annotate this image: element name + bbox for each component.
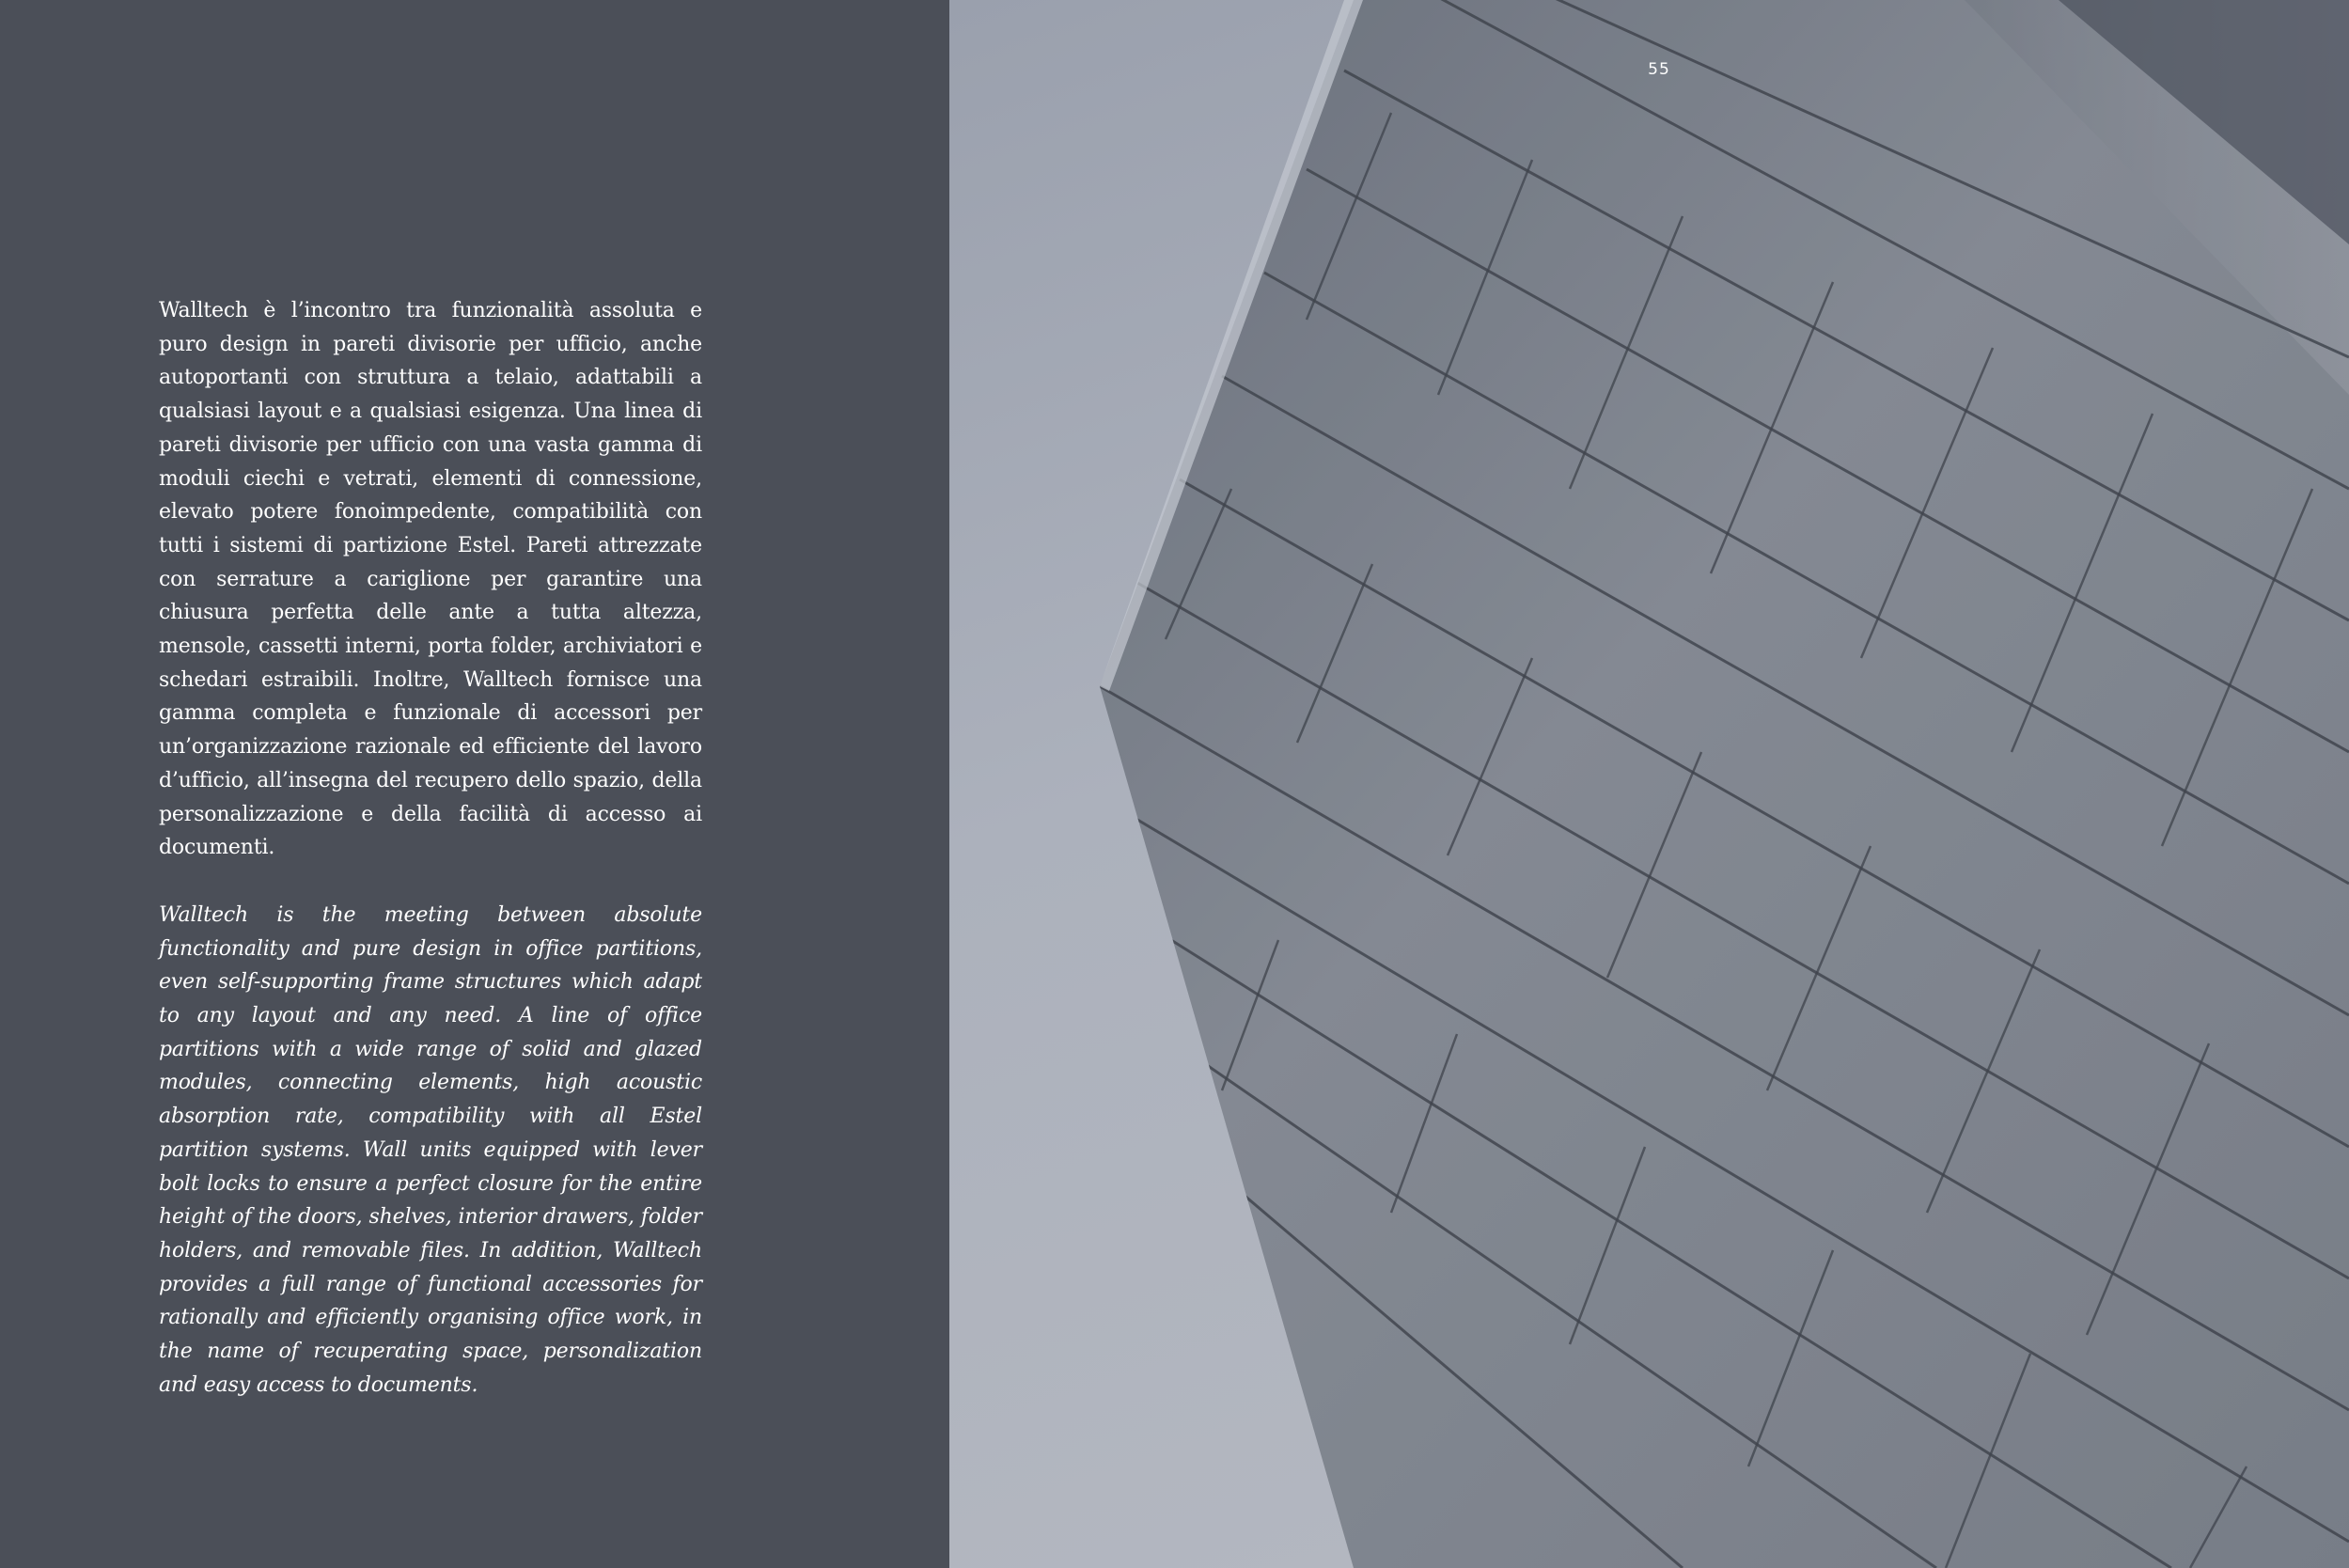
page-number: 55 [1648, 60, 1670, 79]
facade-photo-svg [949, 0, 2349, 1568]
text-panel [0, 0, 949, 1568]
text-column [159, 294, 702, 1403]
english-paragraph: Walltech is the meeting between absolute functionality and pure design in office partitions, even self-supporting frame structures which adapt to any layout and any need. A line of office partitions with a wide range of solid and glazed modules, connecting elements, high acoustic absorption rate, compatibility with all Estel partition systems. Wall units equipped with lever bolt locks to ensure a perfect closure for the entire height of the doors, shelves, interior drawers, folder holders, and removable files. In addition, Walltech provides a full range of functional accessories for rationally and efficiently organising office work, in the name of recuperating space, personalization and easy access to documents. [159, 902, 702, 1397]
italian-paragraph: Walltech è l’incontro tra funzionalità assoluta e puro design in pareti divisorie per ufficio, anche autoportanti con struttura a telaio, adattabili a qualsiasi layout e a qualsiasi esigenza. Una linea di pareti divisorie per ufficio con una vasta gamma di moduli ciechi e vetrati, elementi di connessione, elevato potere fonoimpedente, compatibilità con tutti i sistemi di partizione Estel. Pareti attrezzate con serrature a cariglione per garantire una chiusura perfetta delle ante a tutta altezza, mensole, cassetti interni, porta folder, archiviatori e schedari estraibili. Inoltre, Walltech fornisce una gamma completa e funzionale di accessori per un’organizzazione razionale ed efficiente del lavoro d’ufficio, all’insegna del recupero dello spazio, della personalizzazione e della facilità di accesso ai documenti. [159, 299, 702, 860]
facade-photo [949, 0, 2349, 1568]
